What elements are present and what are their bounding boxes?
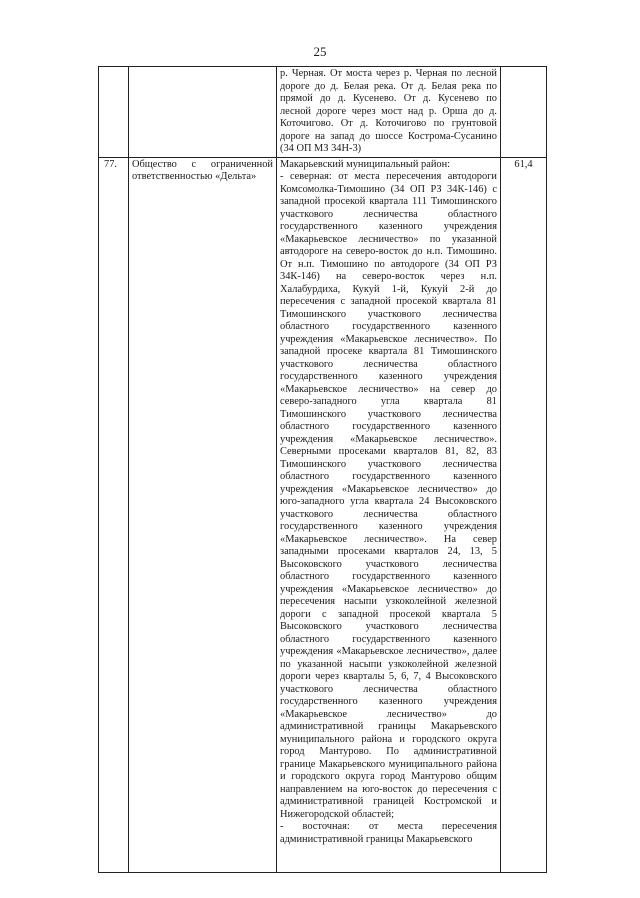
cell-area (501, 67, 547, 158)
organization-name: Общество с ограниченной ответственностью «Дельта» (132, 158, 273, 182)
area-value: 61,4 (514, 158, 533, 170)
district-title: Макарьевский муниципальный район: (280, 158, 451, 170)
cell-description (277, 67, 501, 158)
north-boundary: - северная: от места пересечения автодороги Комсомолка-Тимошино (34 ОП РЗ 34К-146) с западной просекой квартала 111 Тимошинского участкового лесничества областного государственного казенного учреждения «Макарьевское лесничество» по указанной автодороге на северо-восток до н.п. Тимошино. От н.п. Тимошино по автодороге (34 ОП РЗ 34К-146) на северо-восток через н.п. Халабурдиха, Кукуй 1-й, Кукуй 2-й до пересечения с западной просекой квартала 81 Тимошинского участкового лесничества областного государственного казенного учреждения «Макарьевское лесничество». По западной просеке квартала 81 Тимошинского участкового лесничества областного государственного казенного учреждения «Макарьевское лесничество» на север до северо-западного угла квартала 81 Тимошинского участкового лесничества областного государственного казенного учреждения «Макарьевское лесничество». Северными просеками кварталов 81, 82, 83 Тимошинского участкового лесничества областного государственного казенного учреждения «Макарьевское лесничество» до юго-западного угла квартала 24 Высоковского участкового лесничества областного государственного казенного учреждения «Макарьевское лесничество». На север западными просеками кварталов 24, 13, 5 Высоковского участкового лесничества областного государственного казенного учреждения «Макарьевское лесничество» до пересечения насыпи узкоколейной железной дороги с западной просекой квартала 5 Высоковского участкового лесничества областного государственного казенного учреждения «Макарьевское лесничество», далее по указанной насыпи узкоколейной железной дороги через кварталы 5, 6, 7, 4 Высоковского участкового лесничества областного государственного казенного учреждения «Макарьевское лесничество» до административной границы Макарьевского муниципального района и городского округа город Мантурово. По административной границе Макарьевского муниципального района и городского округа город Мантурово общим направлением на юго-восток до пересечения с административной границей Костромской и Нижегородской областей; (280, 171, 497, 820)
table-row (99, 157, 547, 872)
east-boundary: - восточная: от места пересечения административной границы Макарьевского (280, 821, 497, 845)
row-number: 77. (104, 158, 117, 170)
cell-number (99, 157, 129, 872)
page-number: 25 (313, 44, 327, 59)
cell-number (99, 67, 129, 158)
cell-area (501, 157, 547, 872)
cell-description (277, 157, 501, 872)
cell-organization (129, 157, 277, 872)
table-row (99, 67, 547, 158)
cell-organization (129, 67, 277, 158)
boundary-description: р. Черная. От моста через р. Черная по лесной дороге до д. Белая река. От д. Белая река по прямой до д. Кусенево. От д. Кусенево по лесной дороге через мост над р. Орша до д. Коточигово. От д. Коточигово по грунтовой дороге на запад до шоссе Кострома-Сусанино (34 ОП МЗ 34Н-3) (280, 68, 497, 154)
boundary-table (98, 66, 547, 873)
